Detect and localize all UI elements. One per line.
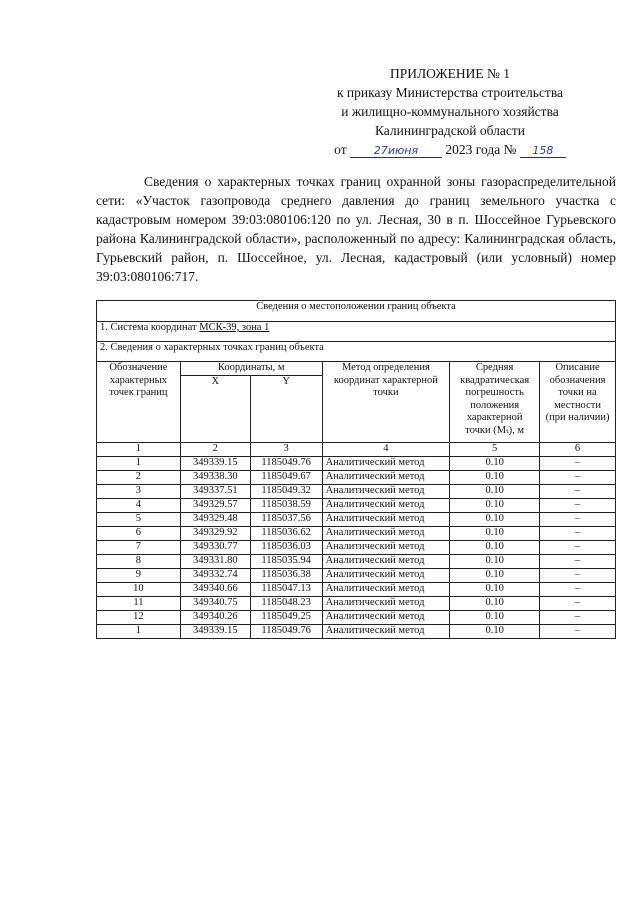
- x-coordinate-cell: 349340.26: [180, 611, 250, 625]
- point-cell: 9: [97, 569, 181, 583]
- table-row: [97, 569, 616, 583]
- description-cell: –: [540, 625, 616, 639]
- y-coordinate-cell: 1185049.25: [250, 611, 322, 625]
- x-coordinate-cell: 349339.15: [180, 457, 250, 471]
- point-cell: 1: [97, 457, 181, 471]
- method-cell: Аналитический метод: [322, 611, 450, 625]
- table-body: [97, 457, 616, 639]
- description-cell: –: [540, 583, 616, 597]
- section-1-row: [97, 322, 616, 342]
- point-cell: 11: [97, 597, 181, 611]
- section-2-row: [97, 342, 616, 362]
- method-cell: Аналитический метод: [322, 541, 450, 555]
- description-cell: –: [540, 555, 616, 569]
- method-cell: Аналитический метод: [322, 499, 450, 513]
- table-row: [97, 457, 616, 471]
- error-cell: 0.10: [450, 611, 540, 625]
- y-coordinate-cell: 1185049.32: [250, 485, 322, 499]
- column-number: 4: [322, 443, 450, 457]
- column-number: 6: [540, 443, 616, 457]
- column-number: 3: [250, 443, 322, 457]
- error-cell: 0.10: [450, 625, 540, 639]
- table-title-row: [97, 301, 616, 322]
- error-cell: 0.10: [450, 499, 540, 513]
- boundary-points-table: [96, 300, 616, 639]
- x-coordinate-cell: 349338.30: [180, 471, 250, 485]
- method-cell: Аналитический метод: [322, 555, 450, 569]
- point-cell: 3: [97, 485, 181, 499]
- x-coordinate-cell: 349329.48: [180, 513, 250, 527]
- error-cell: 0.10: [450, 457, 540, 471]
- description-cell: –: [540, 471, 616, 485]
- method-cell: Аналитический метод: [322, 625, 450, 639]
- description-cell: –: [540, 457, 616, 471]
- handwritten-order-number: 158: [520, 144, 566, 158]
- x-coordinate-cell: 349329.92: [180, 527, 250, 541]
- description-cell: –: [540, 513, 616, 527]
- x-coordinate-cell: 349329.57: [180, 499, 250, 513]
- table-row: [97, 597, 616, 611]
- description-cell: –: [540, 611, 616, 625]
- method-cell: Аналитический метод: [322, 527, 450, 541]
- error-cell: 0.10: [450, 597, 540, 611]
- order-line-2: и жилищно-коммунального хозяйства: [341, 104, 559, 119]
- section-2-cell: 2. Сведения о характерных точках границ объекта: [97, 342, 616, 362]
- header-method: Метод определения координат характерной точки: [322, 362, 450, 443]
- point-cell: 12: [97, 611, 181, 625]
- table-row: [97, 499, 616, 513]
- error-cell: 0.10: [450, 583, 540, 597]
- table-row: [97, 583, 616, 597]
- intro-paragraph: [96, 172, 616, 286]
- y-coordinate-cell: 1185037.56: [250, 513, 322, 527]
- table-row: [97, 485, 616, 499]
- section-1-prefix: 1. Система координат: [100, 322, 200, 333]
- header-point-designation: Обозначение характерных точек границ: [97, 362, 181, 443]
- y-coordinate-cell: 1185049.76: [250, 457, 322, 471]
- description-cell: –: [540, 597, 616, 611]
- header-description: Описание обозначения точки на местности (при наличии): [540, 362, 616, 443]
- column-number-row: [97, 443, 616, 457]
- y-coordinate-cell: 1185049.76: [250, 625, 322, 639]
- y-coordinate-cell: 1185036.03: [250, 541, 322, 555]
- table-row: [97, 541, 616, 555]
- point-cell: 5: [97, 513, 181, 527]
- table-title: Сведения о местоположении границ объекта: [97, 301, 616, 322]
- order-date-line: [300, 140, 600, 159]
- column-number: 5: [450, 443, 540, 457]
- date-suffix: 2023 года №: [445, 142, 517, 157]
- error-cell: 0.10: [450, 513, 540, 527]
- x-coordinate-cell: 349331.80: [180, 555, 250, 569]
- y-coordinate-cell: 1185038.59: [250, 499, 322, 513]
- x-coordinate-cell: 349340.66: [180, 583, 250, 597]
- header-x: X: [180, 376, 250, 443]
- y-coordinate-cell: 1185047.13: [250, 583, 322, 597]
- method-cell: Аналитический метод: [322, 471, 450, 485]
- intro-text: Сведения о характерных точках границ охранной зоны газораспределительной сети: «Участок газопровода среднего давления до границ земельного участка с кадастровым номером 39:03:080106:120 по ул. Лесная, 30 в п. Шоссейное Гурьевского района Калининградской области», расположенный по адресу: Калининградская область, Гурьевский район, п. Шоссейное, ул. Лесная, кадастровый (или условный) номер 39:03:080106:717.: [96, 174, 616, 284]
- table-row: [97, 527, 616, 541]
- method-cell: Аналитический метод: [322, 485, 450, 499]
- table-row: [97, 513, 616, 527]
- description-cell: –: [540, 499, 616, 513]
- order-line-3: Калининградской области: [374, 123, 526, 138]
- error-cell: 0.10: [450, 541, 540, 555]
- method-cell: Аналитический метод: [322, 457, 450, 471]
- y-coordinate-cell: 1185036.62: [250, 527, 322, 541]
- x-coordinate-cell: 349332.74: [180, 569, 250, 583]
- table-row: [97, 471, 616, 485]
- header-y: Y: [250, 376, 322, 443]
- y-coordinate-cell: 1185035.94: [250, 555, 322, 569]
- method-cell: Аналитический метод: [322, 597, 450, 611]
- header-error: Средняя квадратическая погрешность положения характерной точки (Mₜ), м: [450, 362, 540, 443]
- point-cell: 8: [97, 555, 181, 569]
- point-cell: 1: [97, 625, 181, 639]
- description-cell: –: [540, 527, 616, 541]
- point-cell: 4: [97, 499, 181, 513]
- error-cell: 0.10: [450, 485, 540, 499]
- handwritten-date: 27июня: [350, 144, 442, 158]
- header-row-1: [97, 362, 616, 376]
- order-line-1: к приказу Министерства строительства: [336, 85, 564, 100]
- coordinate-system-link[interactable]: МСК-39, зона 1: [199, 322, 270, 333]
- point-cell: 7: [97, 541, 181, 555]
- y-coordinate-cell: 1185048.23: [250, 597, 322, 611]
- date-prefix: от: [334, 142, 347, 157]
- table-row: [97, 625, 616, 639]
- y-coordinate-cell: 1185036.38: [250, 569, 322, 583]
- point-cell: 10: [97, 583, 181, 597]
- method-cell: Аналитический метод: [322, 513, 450, 527]
- column-number: 2: [180, 443, 250, 457]
- column-number: 1: [97, 443, 181, 457]
- method-cell: Аналитический метод: [322, 569, 450, 583]
- method-cell: Аналитический метод: [322, 583, 450, 597]
- coordinate-system-cell: [97, 322, 616, 342]
- error-cell: 0.10: [450, 555, 540, 569]
- x-coordinate-cell: 349337.51: [180, 485, 250, 499]
- x-coordinate-cell: 349340.75: [180, 597, 250, 611]
- point-cell: 6: [97, 527, 181, 541]
- appendix-header: [300, 64, 600, 159]
- error-cell: 0.10: [450, 471, 540, 485]
- description-cell: –: [540, 485, 616, 499]
- header-coordinates: Координаты, м: [180, 362, 322, 376]
- table-row: [97, 555, 616, 569]
- x-coordinate-cell: 349330.77: [180, 541, 250, 555]
- y-coordinate-cell: 1185049.67: [250, 471, 322, 485]
- table-row: [97, 611, 616, 625]
- x-coordinate-cell: 349339.15: [180, 625, 250, 639]
- description-cell: –: [540, 569, 616, 583]
- description-cell: –: [540, 541, 616, 555]
- point-cell: 2: [97, 471, 181, 485]
- appendix-title: ПРИЛОЖЕНИЕ № 1: [389, 66, 511, 81]
- error-cell: 0.10: [450, 527, 540, 541]
- error-cell: 0.10: [450, 569, 540, 583]
